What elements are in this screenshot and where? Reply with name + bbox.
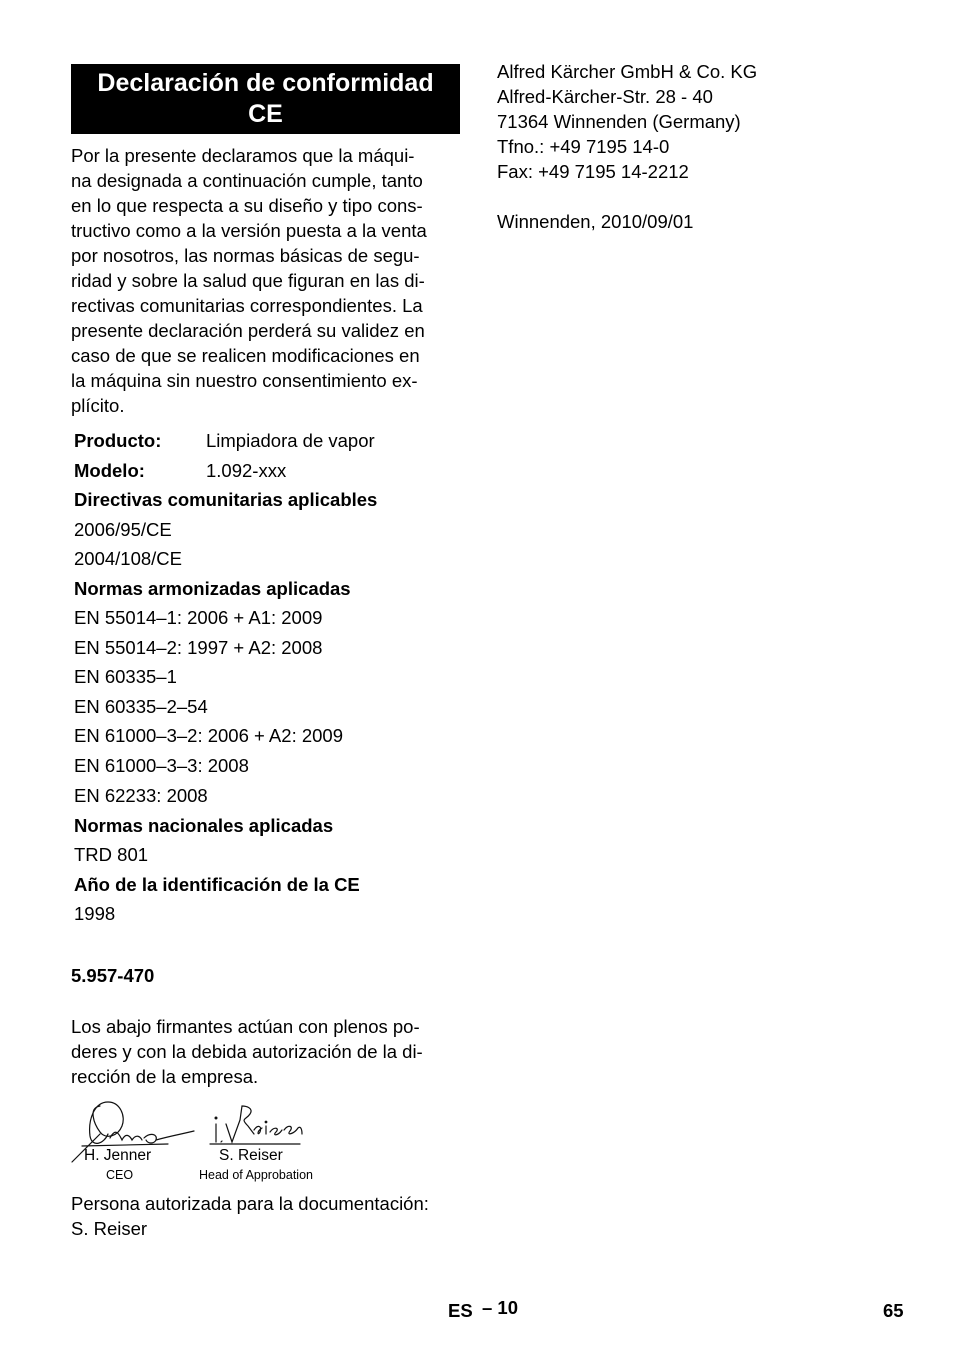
page-title-line-2: CE (248, 100, 283, 128)
product-value: Limpiadora de vapor (206, 430, 375, 451)
harmonized-norm-item: EN 55014–2: 1997 + A2: 2008 (74, 637, 323, 658)
intro-line: rectivas comunitarias correspondientes. La (71, 295, 423, 316)
signer-name: H. Jenner (84, 1147, 152, 1164)
signers-line: rección de la empresa. (71, 1066, 259, 1087)
place-date: Winnenden, 2010/09/01 (497, 211, 694, 232)
intro-line: caso de que se realicen modificaciones en (71, 345, 420, 366)
intro-line: tructivo como a la versión puesta a la venta (71, 220, 427, 241)
signers-paragraph (71, 1014, 463, 1089)
signer-name: S. Reiser (219, 1147, 283, 1164)
harmonized-norm-item: EN 60335–2–54 (74, 696, 208, 717)
harmonized-norm-item: EN 61000–3–2: 2006 + A2: 2009 (74, 725, 343, 746)
model-label: Modelo: (74, 460, 145, 481)
address-line: 71364 Winnenden (Germany) (497, 111, 741, 132)
page-title-line-1: Declaración de conformidad (97, 69, 434, 97)
harmonized-norm-item: EN 62233: 2008 (74, 785, 208, 806)
intro-paragraph (71, 143, 463, 418)
address-line: Alfred Kärcher GmbH & Co. KG (497, 61, 758, 82)
product-label: Producto: (74, 430, 162, 451)
signature-block (70, 1096, 340, 1188)
intro-line: presente declaración perderá su validez en (71, 320, 425, 341)
ce-year-value: 1998 (74, 903, 116, 924)
authorized-person-name: S. Reiser (71, 1218, 148, 1239)
national-norm-item: TRD 801 (74, 844, 149, 865)
harmonized-norm-item: EN 55014–1: 2006 + A1: 2009 (74, 607, 323, 628)
harmonized-norm-item: EN 61000–3–3: 2008 (74, 755, 249, 776)
footer-page-number: 65 (883, 1300, 904, 1321)
intro-line: na designada a continuación cumple, tanto (71, 170, 423, 191)
directive-item: 2004/108/CE (74, 548, 183, 569)
signers-line: deres y con la debida autorización de la di- (71, 1041, 423, 1062)
directive-item: 2006/95/CE (74, 519, 172, 540)
intro-line: en lo que respecta a su diseño y tipo cons- (71, 195, 423, 216)
address-line: Tfno.: +49 7195 14-0 (497, 136, 670, 157)
signers-line: Los abajo firmantes actúan con plenos po- (71, 1016, 420, 1037)
signature-reiser (210, 1106, 302, 1144)
intro-line: la máquina sin nuestro consentimiento ex- (71, 370, 418, 391)
company-address (497, 59, 757, 184)
intro-line: plícito. (71, 395, 125, 416)
intro-line: por nosotros, las normas básicas de segu- (71, 245, 420, 266)
address-line: Fax: +49 7195 14-2212 (497, 161, 689, 182)
signer-role: Head of Approbation (199, 1168, 313, 1182)
document-number: 5.957-470 (71, 965, 155, 986)
signer-role: CEO (106, 1168, 134, 1182)
authorized-person (71, 1191, 429, 1241)
national-norms-heading: Normas nacionales aplicadas (74, 815, 334, 836)
intro-line: Por la presente declaramos que la máqui- (71, 145, 415, 166)
address-line: Alfred-Kärcher-Str. 28 - 40 (497, 86, 713, 107)
harmonized-norm-item: EN 60335–1 (74, 666, 177, 687)
footer-local-page: – 10 (482, 1297, 519, 1318)
footer-language: ES (448, 1300, 473, 1321)
directives-heading: Directivas comunitarias aplicables (74, 489, 378, 510)
model-value: 1.092-xxx (206, 460, 287, 481)
harmonized-norms-heading: Normas armonizadas aplicadas (74, 578, 351, 599)
page-title (71, 64, 460, 134)
ce-year-heading: Año de la identificación de la CE (74, 874, 360, 895)
authorized-person-label: Persona autorizada para la documentación: (71, 1193, 429, 1214)
intro-line: ridad y sobre la salud que figuran en las di- (71, 270, 425, 291)
